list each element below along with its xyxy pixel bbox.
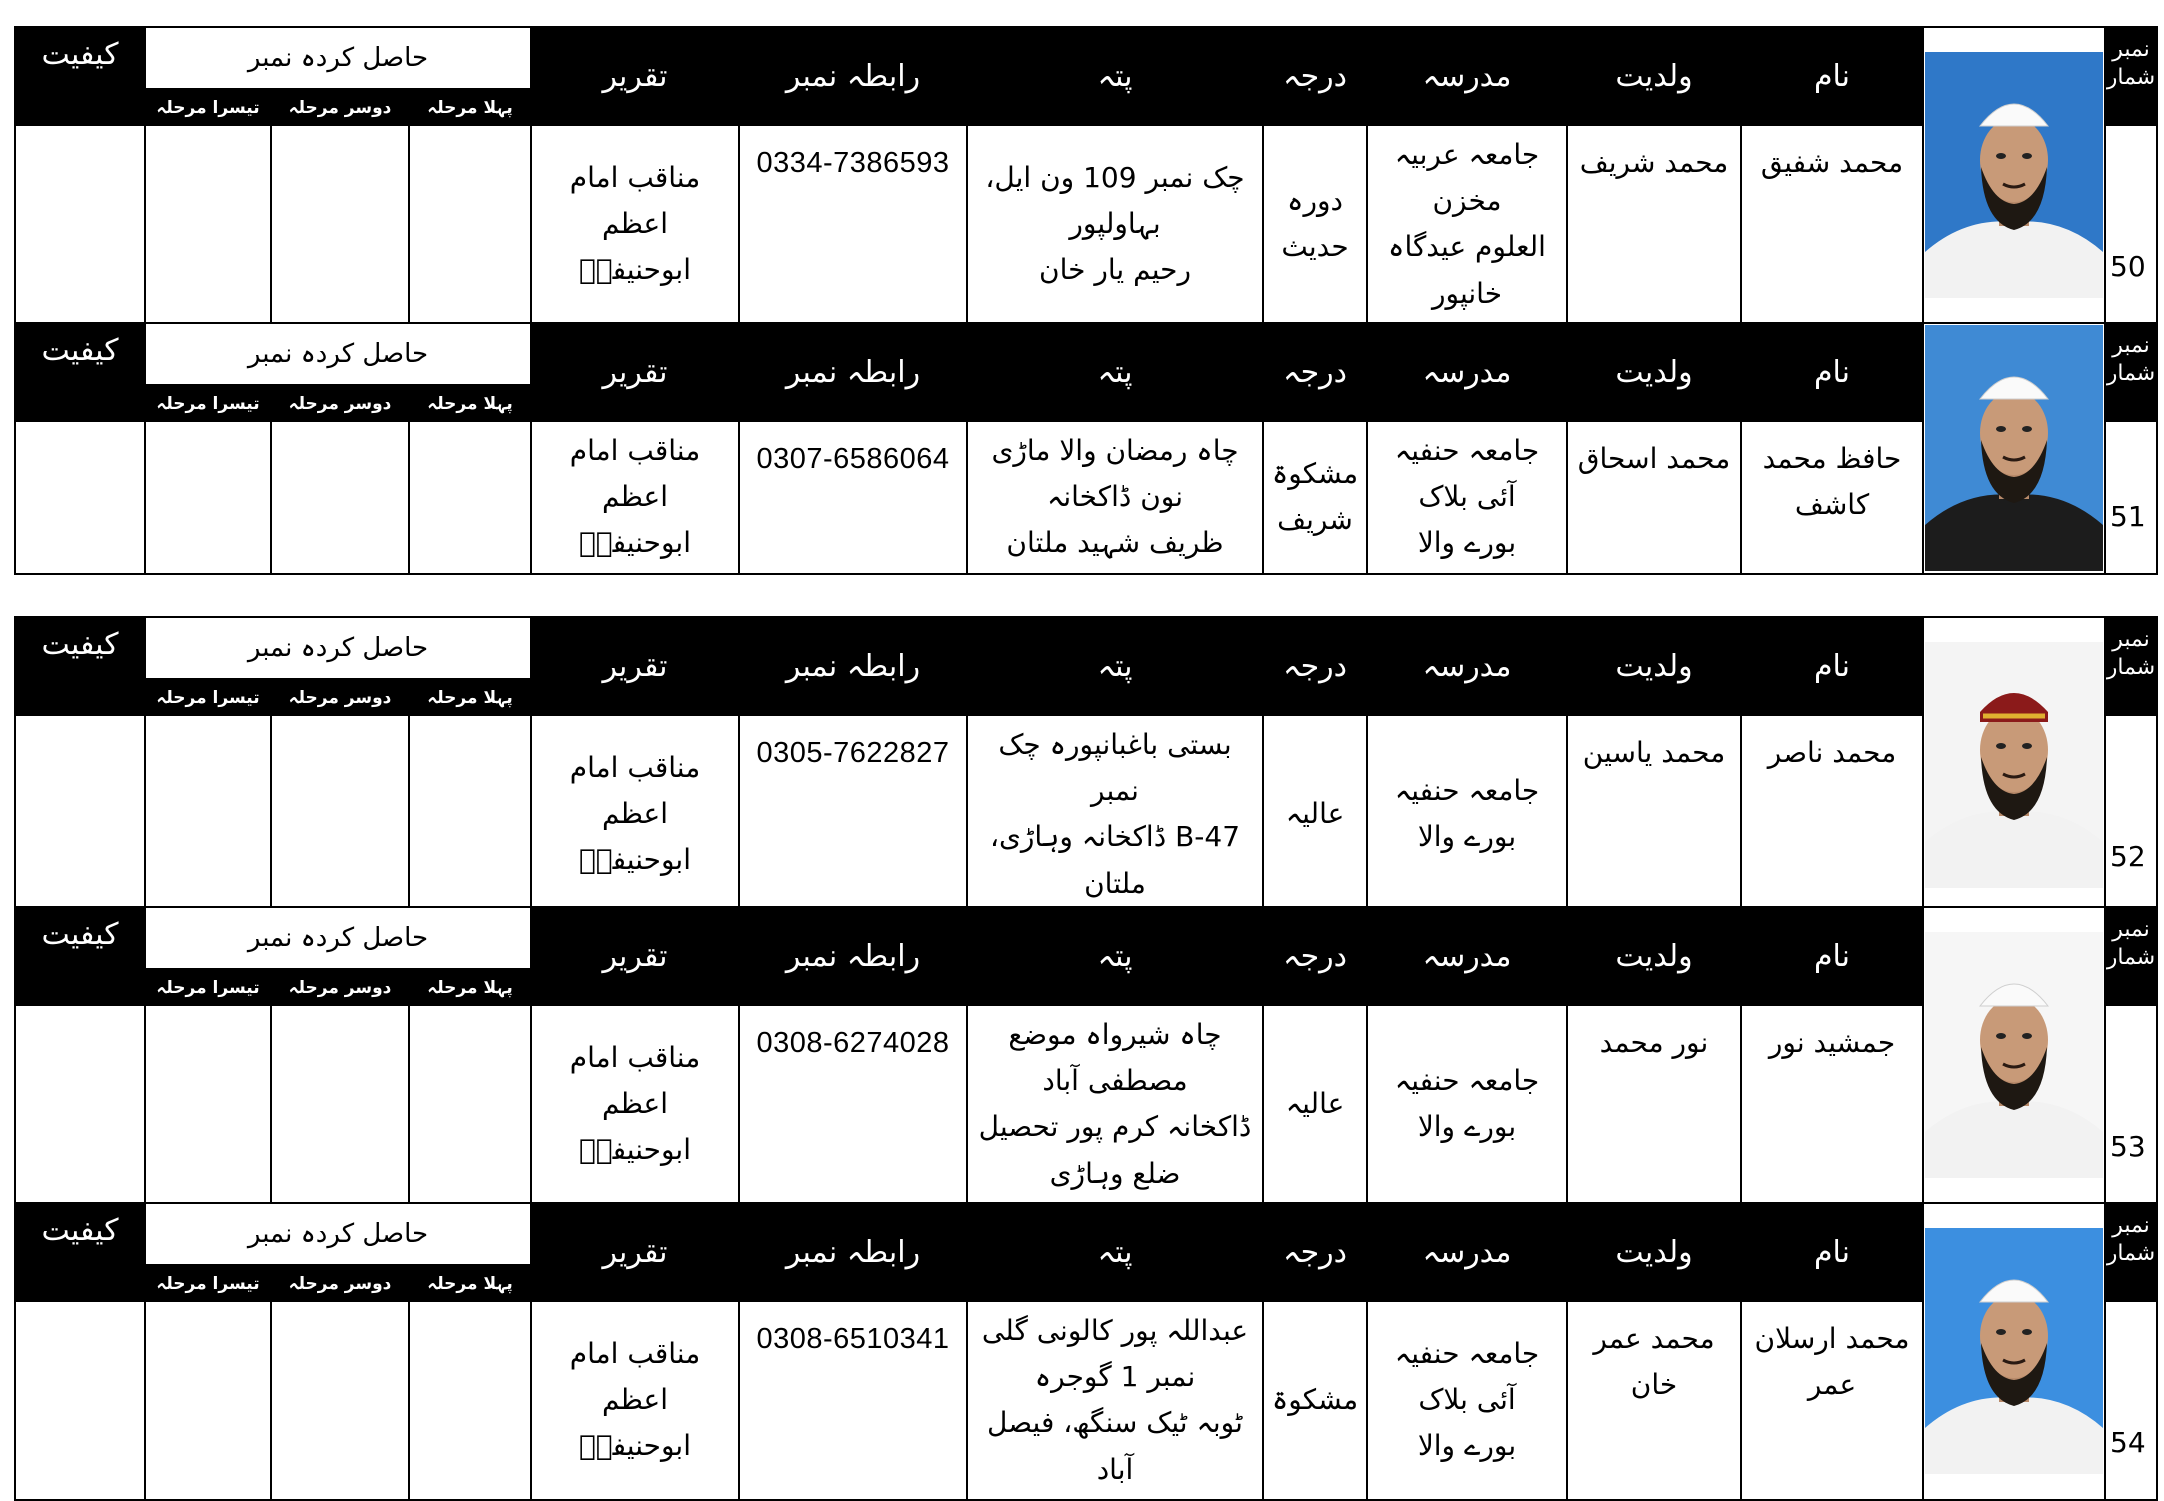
remarks-cell — [15, 421, 145, 574]
student-record-card — [14, 322, 2156, 575]
speech-cell — [531, 1301, 739, 1500]
father-header: ولدیت — [1567, 323, 1741, 421]
line: رحیم یار خان — [1039, 253, 1191, 287]
contact-header: رابطہ نمبر — [739, 617, 967, 715]
serial-number: 54 — [2105, 1301, 2157, 1500]
line: ظریف شہید ملتان — [1006, 526, 1224, 560]
student-photo-image — [1925, 642, 2103, 888]
serial-number: 53 — [2105, 1005, 2157, 1204]
speech-header: تقریر — [531, 907, 739, 1005]
line: ابوحنیفہؒ — [578, 1133, 691, 1167]
madrasa-cell — [1367, 421, 1567, 574]
marks-header: حاصل کردہ نمبر — [145, 1203, 531, 1265]
line: 47-B ڈاکخانہ وہاڑی، ملتان — [989, 820, 1241, 900]
line: دورہ — [1287, 184, 1343, 218]
stage1-cell — [409, 1301, 531, 1500]
stage2-cell — [271, 125, 409, 324]
madrasa-header: مدرسہ — [1367, 323, 1567, 421]
stage2-header: دوسر مرحلہ — [271, 1265, 409, 1301]
remarks-header: کیفیت — [15, 323, 145, 421]
record-table — [14, 1202, 2158, 1501]
student-photo — [1923, 617, 2105, 914]
stage3-header: تیسرا مرحلہ — [145, 1265, 271, 1301]
line: چاہ شیرواہ موضع مصطفی آباد — [1008, 1018, 1222, 1098]
remarks-cell — [15, 125, 145, 324]
stage2-cell — [271, 1301, 409, 1500]
stage1-cell — [409, 125, 531, 324]
line: مناقب امام اعظم — [569, 434, 701, 514]
student-photo-image — [1925, 932, 2103, 1178]
madrasa-cell — [1367, 1005, 1567, 1204]
stage1-cell — [409, 715, 531, 914]
speech-header: تقریر — [531, 323, 739, 421]
speech-cell — [531, 421, 739, 574]
record-table — [14, 616, 2158, 915]
student-photo — [1923, 1203, 2105, 1500]
name-header: نام — [1741, 27, 1923, 125]
line: جامعہ حنفیہ بورے والا — [1394, 774, 1540, 854]
contact-header: رابطہ نمبر — [739, 323, 967, 421]
line: ٹوبہ ٹیک سنگھ، فیصل آباد — [987, 1406, 1243, 1486]
speech-header: تقریر — [531, 27, 739, 125]
line: ابوحنیفہؒ — [578, 1429, 691, 1463]
line: ابوحنیفہؒ — [578, 843, 691, 877]
speech-cell — [531, 1005, 739, 1204]
stage3-header: تیسرا مرحلہ — [145, 385, 271, 421]
grade-cell — [1263, 1301, 1367, 1500]
line: عالیہ — [1285, 1087, 1345, 1121]
line: مشکوۃ — [1271, 457, 1359, 491]
stage1-cell — [409, 1005, 531, 1204]
line: جامعہ حنفیہ بورے والا — [1394, 1064, 1540, 1144]
line: بستی باغبانپورہ چک نمبر — [998, 728, 1232, 808]
student-record-card — [14, 1202, 2156, 1501]
stage3-cell — [145, 1301, 271, 1500]
stage2-header: دوسر مرحلہ — [271, 969, 409, 1005]
address-cell — [967, 715, 1263, 914]
line: چاہ رمضان والا ماڑی نون ڈاکخانہ — [991, 434, 1239, 514]
serial-header: نمبر شمار — [2105, 323, 2157, 421]
line: ڈاکخانہ کرم پور تحصیل ضلع وہاڑی — [978, 1110, 1252, 1190]
stage3-cell — [145, 421, 271, 574]
address-cell — [967, 125, 1263, 324]
madrasa-header: مدرسہ — [1367, 27, 1567, 125]
serial-header: نمبر شمار — [2105, 1203, 2157, 1301]
line: عبداللہ پور کالونی گلی نمبر 1 گوجرہ — [981, 1314, 1249, 1394]
madrasa-header: مدرسہ — [1367, 907, 1567, 1005]
grade-header: درجہ — [1263, 323, 1367, 421]
line: جامعہ حنفیہ آئی بلاک — [1394, 434, 1540, 514]
remarks-header: کیفیت — [15, 1203, 145, 1301]
address-header: پتہ — [967, 323, 1263, 421]
speech-header: تقریر — [531, 1203, 739, 1301]
student-photo — [1923, 907, 2105, 1204]
remarks-header: کیفیت — [15, 27, 145, 125]
address-cell — [967, 1301, 1263, 1500]
name-cell: محمد ارسلان عمر — [1741, 1301, 1923, 1500]
name-header: نام — [1741, 907, 1923, 1005]
student-record-card — [14, 616, 2156, 915]
address-header: پتہ — [967, 617, 1263, 715]
contact-cell: 0307-6586064 — [739, 421, 967, 574]
contact-cell: 0308-6274028 — [739, 1005, 967, 1204]
serial-header: نمبر شمار — [2105, 27, 2157, 125]
line: العلوم عیدگاہ خانپور — [1388, 230, 1546, 310]
grade-header: درجہ — [1263, 1203, 1367, 1301]
line: چک نمبر 109 ون ایل، بہاولپور — [985, 161, 1245, 241]
stage2-cell — [271, 1005, 409, 1204]
contact-cell: 0308-6510341 — [739, 1301, 967, 1500]
stage3-header: تیسرا مرحلہ — [145, 679, 271, 715]
remarks-header: کیفیت — [15, 907, 145, 1005]
stage3-cell — [145, 1005, 271, 1204]
name-cell: محمد ناصر — [1741, 715, 1923, 914]
stage2-header: دوسر مرحلہ — [271, 385, 409, 421]
father-header: ولدیت — [1567, 1203, 1741, 1301]
madrasa-cell — [1367, 1301, 1567, 1500]
name-cell: جمشید نور — [1741, 1005, 1923, 1204]
father-cell: محمد شریف — [1567, 125, 1741, 324]
father-header: ولدیت — [1567, 907, 1741, 1005]
remarks-cell — [15, 715, 145, 914]
address-cell — [967, 1005, 1263, 1204]
madrasa-cell — [1367, 125, 1567, 324]
marks-header: حاصل کردہ نمبر — [145, 907, 531, 969]
line: ابوحنیفہؒ — [578, 526, 691, 560]
father-cell: محمد اسحاق — [1567, 421, 1741, 574]
speech-header: تقریر — [531, 617, 739, 715]
record-table — [14, 322, 2158, 575]
father-cell: محمد یاسین — [1567, 715, 1741, 914]
serial-number: 51 — [2105, 421, 2157, 574]
student-photo-image — [1925, 52, 2103, 298]
marks-header: حاصل کردہ نمبر — [145, 27, 531, 89]
line: مناقب امام اعظم — [569, 751, 701, 831]
line: بورے والا — [1417, 1429, 1517, 1463]
grade-cell — [1263, 125, 1367, 324]
grade-cell — [1263, 421, 1367, 574]
name-header: نام — [1741, 617, 1923, 715]
contact-cell: 0305-7622827 — [739, 715, 967, 914]
record-table — [14, 906, 2158, 1205]
student-photo — [1923, 27, 2105, 324]
serial-number: 52 — [2105, 715, 2157, 914]
madrasa-header: مدرسہ — [1367, 1203, 1567, 1301]
father-cell: نور محمد — [1567, 1005, 1741, 1204]
father-cell: محمد عمر خان — [1567, 1301, 1741, 1500]
line: حدیث — [1281, 230, 1349, 264]
marks-header: حاصل کردہ نمبر — [145, 617, 531, 679]
serial-header: نمبر شمار — [2105, 907, 2157, 1005]
stage1-header: پہلا مرحلہ — [409, 969, 531, 1005]
address-header: پتہ — [967, 1203, 1263, 1301]
student-photo-image — [1925, 1228, 2103, 1474]
name-header: نام — [1741, 1203, 1923, 1301]
line: شریف — [1277, 503, 1353, 537]
grade-header: درجہ — [1263, 27, 1367, 125]
serial-number: 50 — [2105, 125, 2157, 324]
line: عالیہ — [1285, 797, 1345, 831]
madrasa-header: مدرسہ — [1367, 617, 1567, 715]
name-cell: محمد شفیق — [1741, 125, 1923, 324]
stage3-header: تیسرا مرحلہ — [145, 969, 271, 1005]
contact-header: رابطہ نمبر — [739, 907, 967, 1005]
student-photo — [1923, 323, 2105, 574]
stage3-cell — [145, 715, 271, 914]
grade-cell — [1263, 715, 1367, 914]
line: ابوحنیفہؒ — [578, 253, 691, 287]
grade-header: درجہ — [1263, 907, 1367, 1005]
stage2-cell — [271, 715, 409, 914]
address-cell — [967, 421, 1263, 574]
line: مناقب امام اعظم — [569, 161, 701, 241]
stage2-header: دوسر مرحلہ — [271, 679, 409, 715]
line: مناقب امام اعظم — [569, 1337, 701, 1417]
address-header: پتہ — [967, 27, 1263, 125]
stage1-header: پہلا مرحلہ — [409, 385, 531, 421]
grade-header: درجہ — [1263, 617, 1367, 715]
contact-header: رابطہ نمبر — [739, 27, 967, 125]
marks-header: حاصل کردہ نمبر — [145, 323, 531, 385]
address-header: پتہ — [967, 907, 1263, 1005]
record-table — [14, 26, 2158, 325]
student-record-card — [14, 26, 2156, 325]
line: جامعہ عربیہ مخزن — [1394, 138, 1540, 218]
line: مشکوۃ — [1271, 1383, 1359, 1417]
line: مناقب امام اعظم — [569, 1041, 701, 1121]
madrasa-cell — [1367, 715, 1567, 914]
remarks-cell — [15, 1005, 145, 1204]
student-record-card — [14, 906, 2156, 1205]
stage2-cell — [271, 421, 409, 574]
stage1-header: پہلا مرحلہ — [409, 1265, 531, 1301]
father-header: ولدیت — [1567, 27, 1741, 125]
speech-cell — [531, 715, 739, 914]
line: بورے والا — [1417, 526, 1517, 560]
stage1-header: پہلا مرحلہ — [409, 679, 531, 715]
remarks-cell — [15, 1301, 145, 1500]
name-header: نام — [1741, 323, 1923, 421]
stage1-cell — [409, 421, 531, 574]
father-header: ولدیت — [1567, 617, 1741, 715]
name-cell: حافظ محمد کاشف — [1741, 421, 1923, 574]
remarks-header: کیفیت — [15, 617, 145, 715]
line: جامعہ حنفیہ آئی بلاک — [1394, 1337, 1540, 1417]
stage3-cell — [145, 125, 271, 324]
student-photo-image — [1925, 325, 2103, 571]
stage1-header: پہلا مرحلہ — [409, 89, 531, 125]
contact-header: رابطہ نمبر — [739, 1203, 967, 1301]
speech-cell — [531, 125, 739, 324]
grade-cell — [1263, 1005, 1367, 1204]
stage3-header: تیسرا مرحلہ — [145, 89, 271, 125]
serial-header: نمبر شمار — [2105, 617, 2157, 715]
stage2-header: دوسر مرحلہ — [271, 89, 409, 125]
contact-cell: 0334-7386593 — [739, 125, 967, 324]
